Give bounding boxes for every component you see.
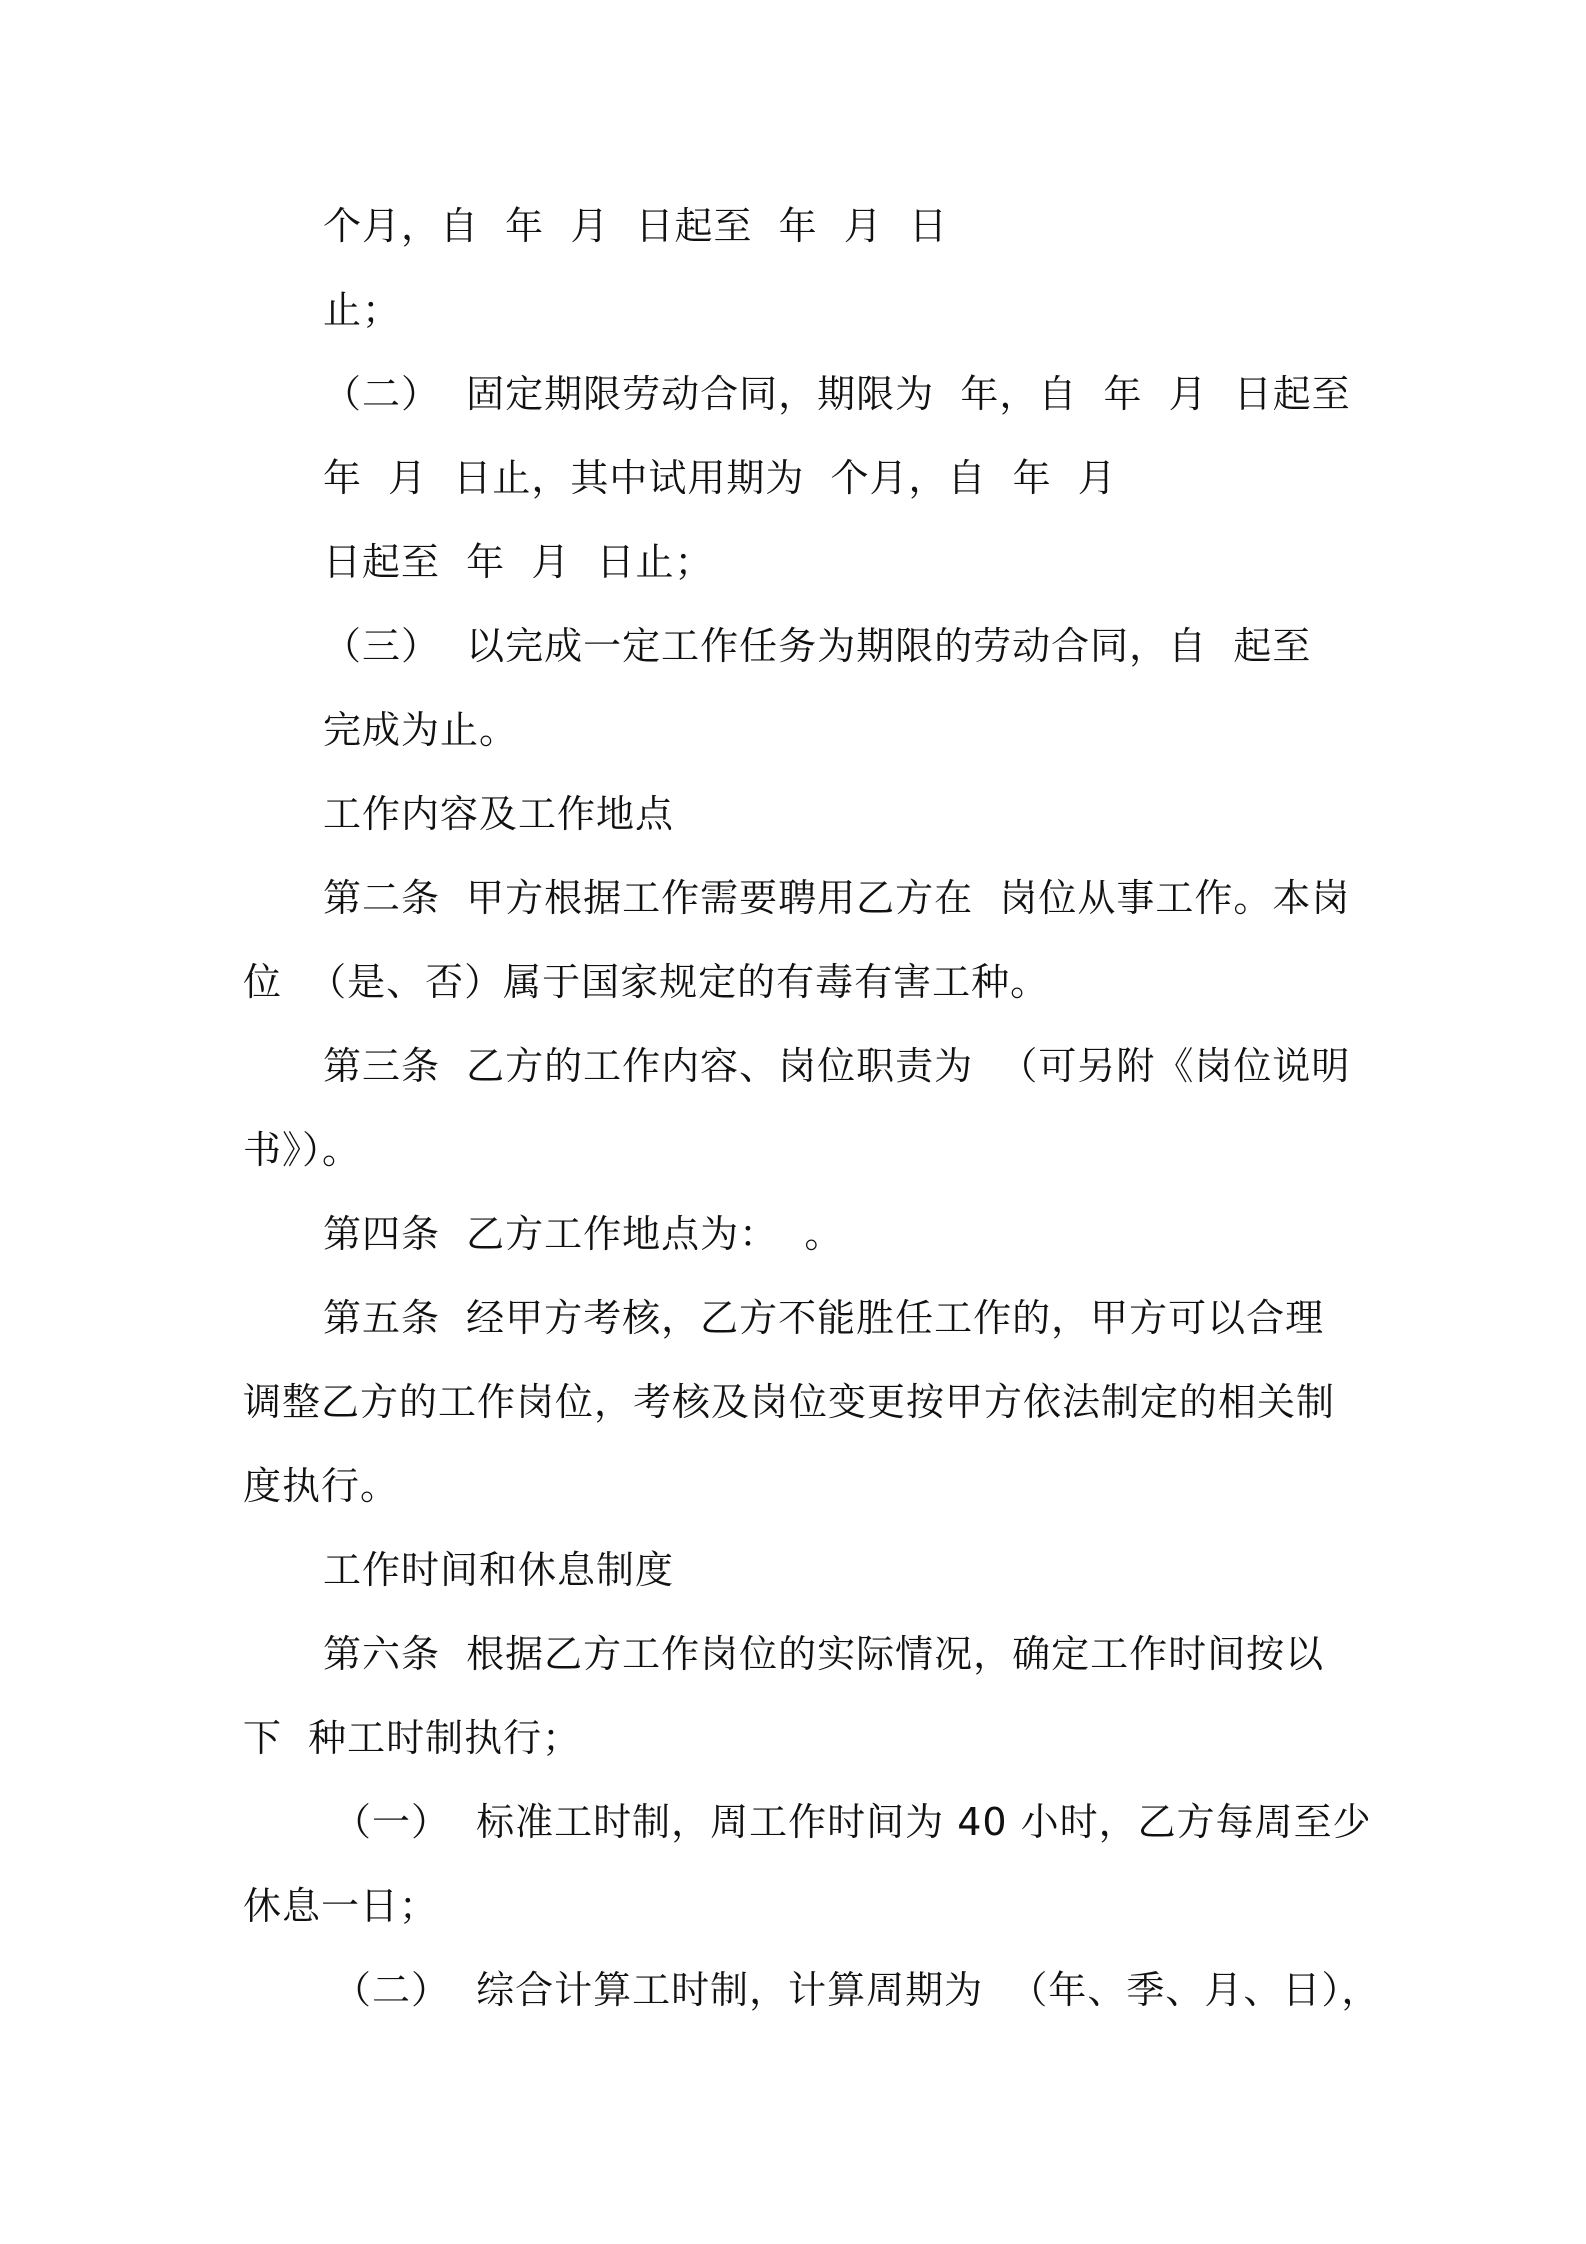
text-line: 下 种工时制执行； xyxy=(243,1716,582,1760)
text-line: 个月，自 年 月 日起至 年 月 日 xyxy=(323,204,948,248)
text-line: 止； xyxy=(323,288,402,332)
text-line: 第五条 经甲方考核，乙方不能胜任工作的，甲方可以合理 xyxy=(323,1296,1325,1340)
text-line: 位 （是、否）属于国家规定的有毒有害工种。 xyxy=(243,960,1050,1004)
text-line: 第二条 甲方根据工作需要聘用乙方在 岗位从事工作。本岗 xyxy=(323,876,1351,920)
text-line: （二） 综合计算工时制，计算周期为 （年、季、月、日）， xyxy=(333,1968,1381,2012)
text-line: 年 月 日止，其中试用期为 个月，自 年 月 xyxy=(323,456,1117,500)
text-line: （三） 以完成一定工作任务为期限的劳动合同，自 起至 xyxy=(323,624,1312,668)
section-heading: 工作内容及工作地点 xyxy=(323,792,675,836)
text-line: 第六条 根据乙方工作岗位的实际情况，确定工作时间按以 xyxy=(323,1632,1325,1676)
text-line: 调整乙方的工作岗位，考核及岗位变更按甲方依法制定的相关制 xyxy=(243,1380,1336,1424)
text-line: 书》）。 xyxy=(243,1128,362,1172)
section-heading: 工作时间和休息制度 xyxy=(323,1548,675,1592)
text-line: 休息一日； xyxy=(243,1884,439,1928)
text-line: （二） 固定期限劳动合同，期限为 年，自 年 月 日起至 xyxy=(323,372,1351,416)
text-line: 第四条 乙方工作地点为： 。 xyxy=(323,1212,844,1256)
text-line: （一） 标准工时制，周工作时间为 40 小时，乙方每周至少 xyxy=(333,1800,1372,1844)
text-line: 第三条 乙方的工作内容、岗位职责为 （可另附《岗位说明 xyxy=(323,1044,1351,1088)
text-line: 完成为止。 xyxy=(323,708,519,752)
text-line: 日起至 年 月 日止； xyxy=(323,540,714,584)
text-line: 度执行。 xyxy=(243,1464,400,1508)
